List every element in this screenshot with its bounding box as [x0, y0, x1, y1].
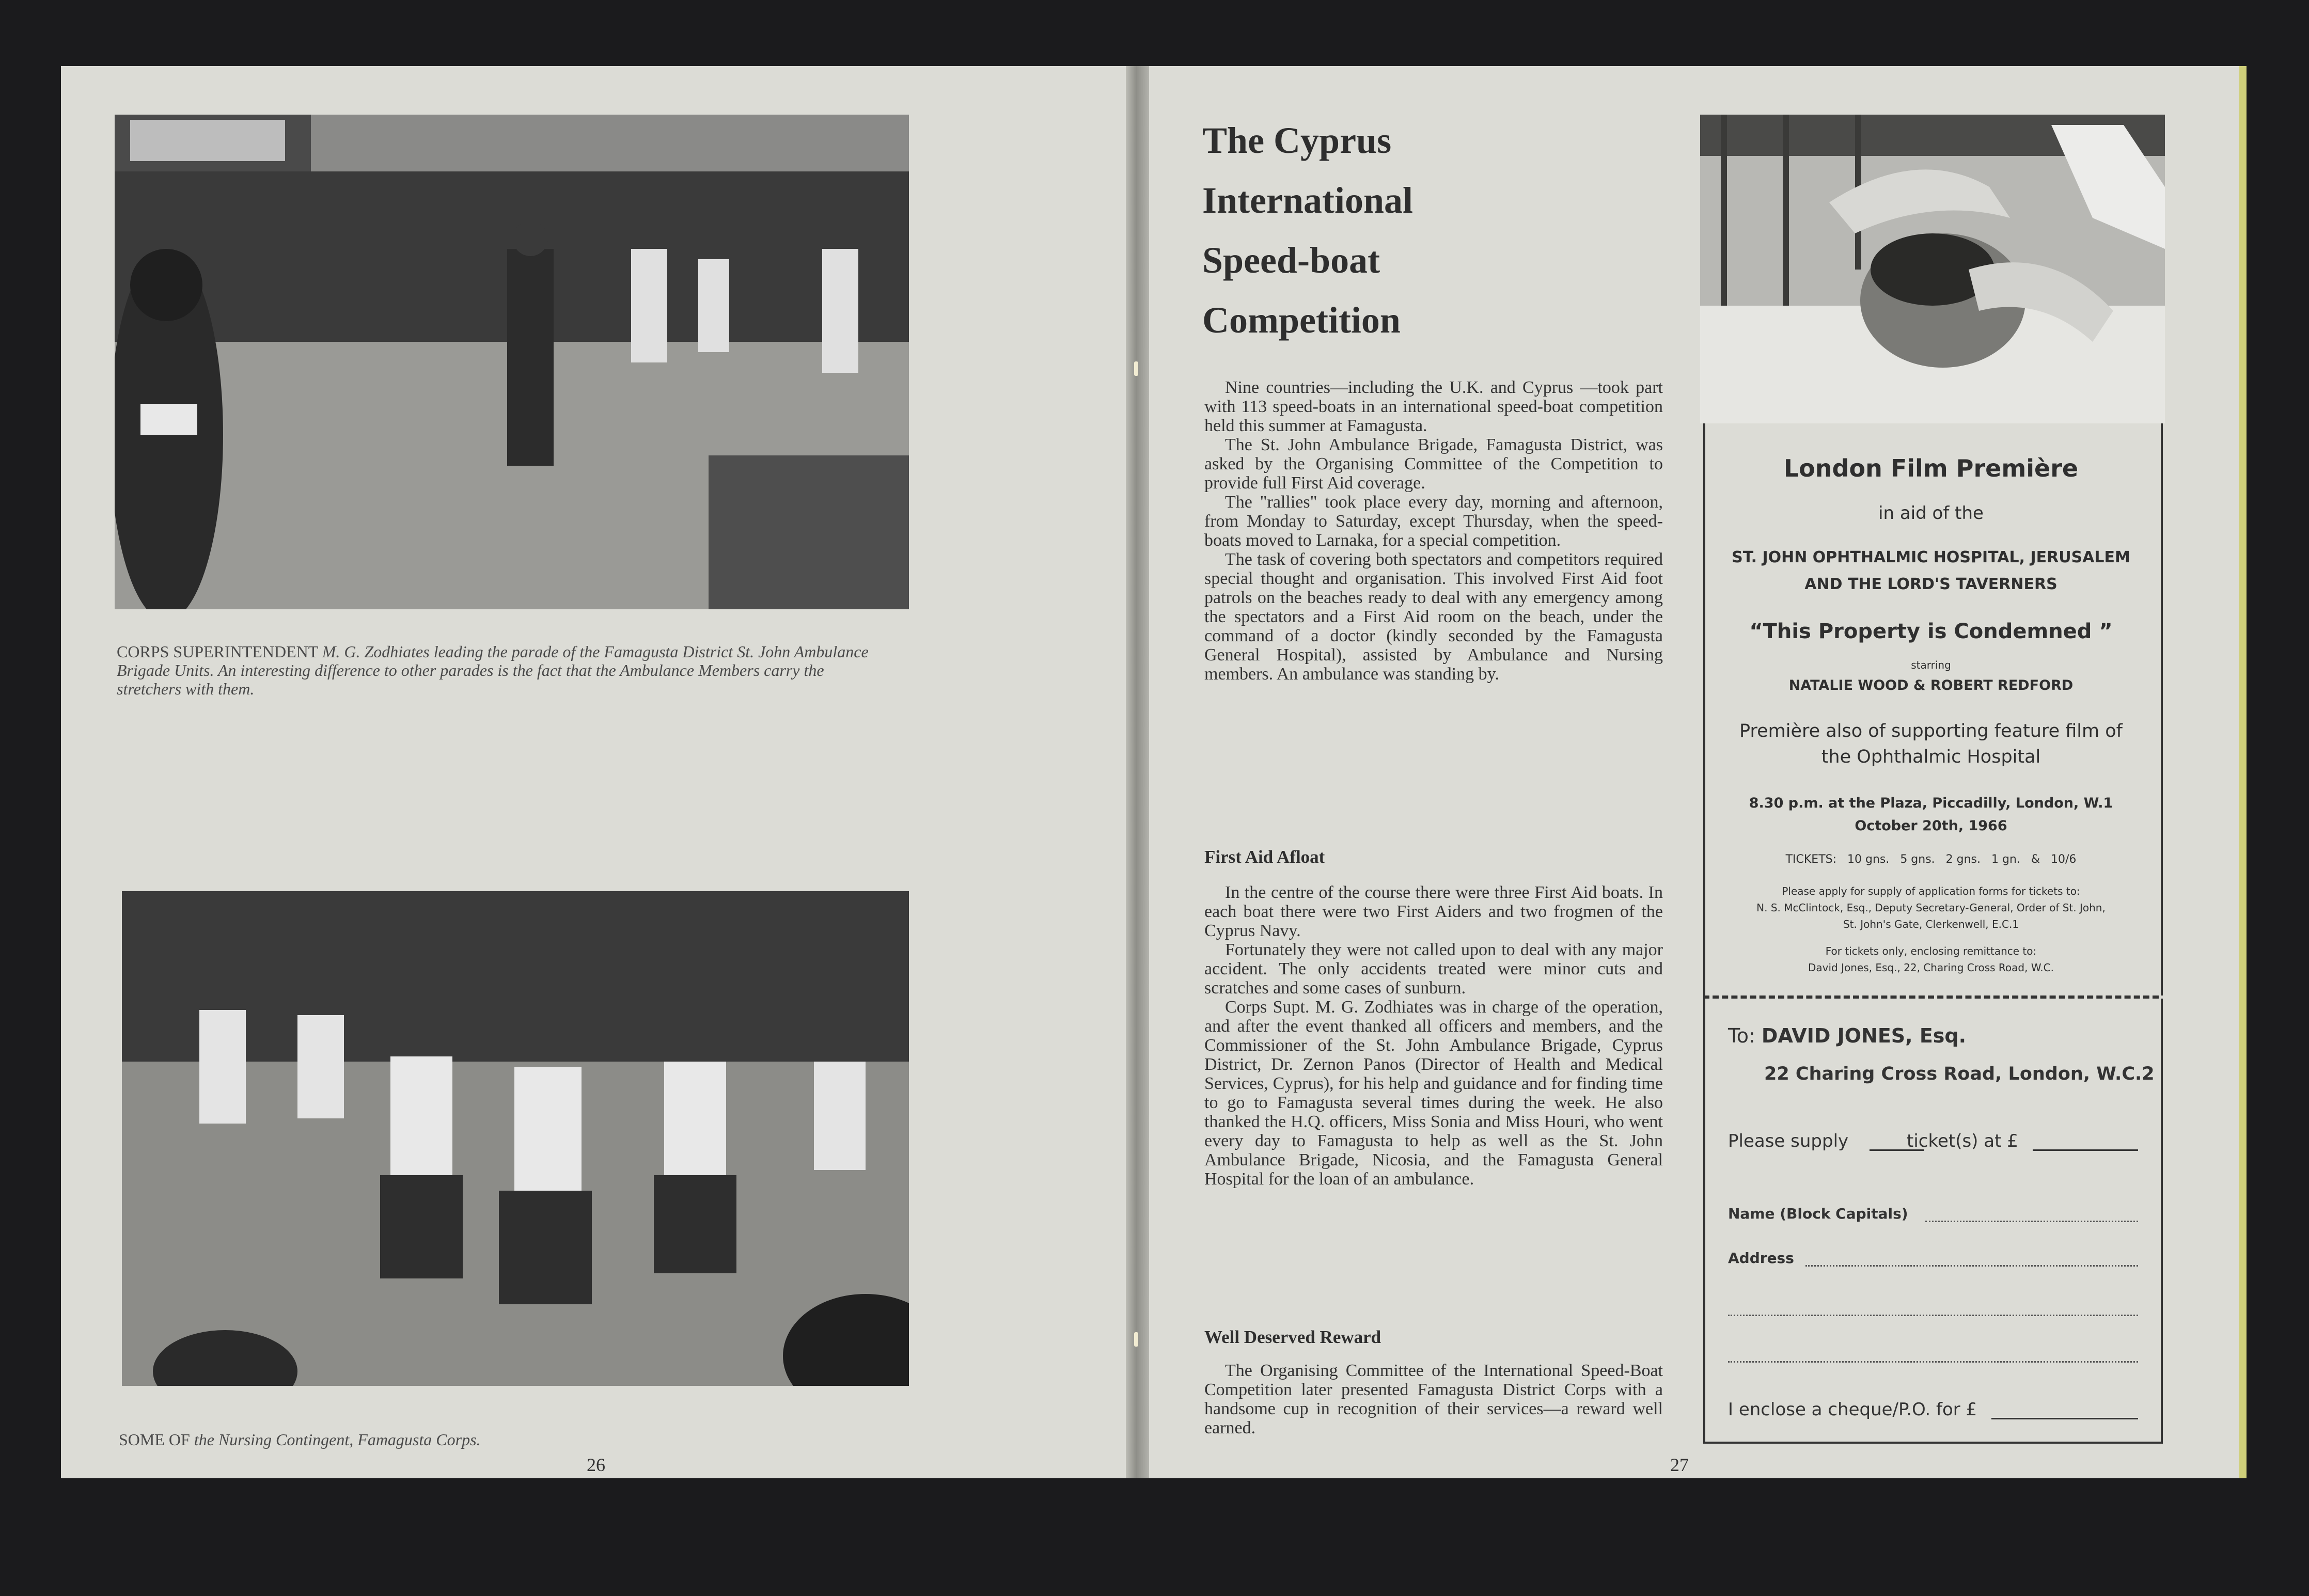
address-field-line-3[interactable]: [1728, 1361, 2138, 1363]
photo2-caption-lead: SOME OF: [119, 1430, 190, 1449]
advert-heading: London Film Première: [1783, 454, 2079, 482]
address-label: Address: [1728, 1250, 1794, 1267]
page-number-right: 27: [1670, 1455, 1689, 1475]
address-field-line-2[interactable]: [1728, 1315, 2138, 1316]
remit-line-1: For tickets only, enclosing remittance to:: [1825, 945, 2037, 957]
staple-top: [1134, 361, 1138, 376]
article-body-reward: [1204, 1361, 1663, 1437]
title-line: Competition: [1202, 299, 1401, 341]
title-line: The Cyprus: [1202, 120, 1392, 161]
article-title: [1202, 110, 1471, 350]
paragraph: Corps Supt. M. G. Zodhiates was in charge of the operation, and after the event thanked all officers and members, and the Commissioner of the St. John Ambulance Brigade, Cyprus District, Dr. Zernon Panos (Director of Health and Medical Services, Cyprus), for his help and guidance and for finding time to go to Famagusta several times during the week. He also thanked the H.Q. officers, Miss Sonia and Miss Houri, who went every day to Famagusta to help as well as the St. John Ambulance Brigade, Nicosia, and the Famagusta General Hospital for the loan of an ambulance.: [1204, 998, 1663, 1189]
subhead-well-deserved-reward: Well Deserved Reward: [1204, 1327, 1381, 1347]
starring-label: starring: [1911, 659, 1951, 671]
remit-line-2: David Jones, Esq., 22, Charing Cross Road, W.C.: [1808, 961, 2054, 974]
cheque-amount-field[interactable]: [1991, 1418, 2138, 1419]
paragraph: The "rallies" took place every day, morning and afternoon, from Monday to Saturday, except Thursday, when the speed-boats moved to Larnaka, for a special competition.: [1204, 493, 1663, 550]
paragraph: Nine countries—including the U.K. and Cyprus —took part with 113 speed-boats in an international speed-boat competition held this summer at Famagusta.: [1204, 378, 1663, 435]
name-label: Name (Block Capitals): [1728, 1205, 1908, 1222]
support-line-1: Première also of supporting feature film of: [1739, 721, 2123, 741]
supply-label: Please supply: [1728, 1131, 1849, 1151]
coupon-to-prefix: To:: [1728, 1024, 1755, 1047]
photo1-caption-lead: CORPS SUPERINTENDENT: [117, 642, 318, 661]
apply-line-2: N. S. McClintock, Esq., Deputy Secretary-General, Order of St. John,: [1756, 902, 2106, 914]
venue: 8.30 p.m. at the Plaza, Piccadilly, London, W.1: [1749, 795, 2113, 811]
article-body-intro: [1204, 378, 1663, 684]
beneficiary-line-1: ST. JOHN OPHTHALMIC HOSPITAL, JERUSALEM: [1732, 548, 2130, 566]
event-date: October 20th, 1966: [1855, 818, 2007, 834]
book-gutter: [1126, 66, 1149, 1478]
nursing-contingent-photo: [122, 891, 909, 1386]
photo1-caption: [117, 642, 876, 698]
enclose-label: I enclose a cheque/P.O. for £: [1728, 1399, 1977, 1420]
address-field-line-1[interactable]: [1805, 1265, 2138, 1267]
ticket-price-label: ticket(s) at £: [1907, 1131, 2018, 1151]
photo1-caption-text: M. G. Zodhiates leading the parade of the Famagusta District St. John Ambulance Brigade Units. An interesting difference to other parades is the fact that the Ambulance Members carry the stretchers with them.: [117, 642, 869, 698]
apply-line-1: Please apply for supply of application forms for tickets to:: [1782, 885, 2080, 897]
paragraph: In the centre of the course there were three First Aid boats. In each boat there were two First Aiders and two frogmen of the Cyprus Navy.: [1204, 883, 1663, 940]
paragraph: Fortunately they were not called upon to deal with any major accident. The only accidents treated were minor cuts and scratches and some cases of sunburn.: [1204, 940, 1663, 998]
photo2-caption-text: the Nursing Contingent, Famagusta Corps.: [194, 1430, 481, 1449]
coupon-recipient: DAVID JONES, Esq.: [1761, 1024, 1967, 1047]
ticket-price-field[interactable]: [2033, 1149, 2138, 1151]
eye-examination-photo: [1700, 115, 2165, 423]
paragraph: The Organising Committee of the International Speed-Boat Competition later presented Famagusta District Corps with a handsome cup in recognition of their services—a reward well earned.: [1204, 1361, 1663, 1437]
beneficiary-line-2: AND THE LORD'S TAVERNERS: [1804, 575, 2057, 593]
film-title: “This Property is Condemned ”: [1749, 620, 2113, 643]
paragraph: The St. John Ambulance Brigade, Famagusta District, was asked by the Organising Committee of the Competition to provide full First Aid coverage.: [1204, 435, 1663, 493]
subhead-first-aid-afloat: First Aid Afloat: [1204, 847, 1325, 867]
film-stars: NATALIE WOOD & ROBERT REDFORD: [1788, 677, 2074, 693]
title-line: Speed-boat: [1202, 240, 1380, 281]
support-line-2: the Ophthalmic Hospital: [1821, 747, 2041, 767]
coupon-address: 22 Charing Cross Road, London, W.C.2: [1764, 1064, 2155, 1084]
name-field[interactable]: [1925, 1221, 2138, 1222]
paragraph: The task of covering both spectators and competitors required special thought and organisation. This involved First Aid foot patrols on the beaches ready to deal with any emergency among the spectators and a First Aid room on the beach, under the command of a doctor (kindly seconded by the Famagusta General Hospital), assisted by Ambulance and Nursing members. An ambulance was standing by.: [1204, 550, 1663, 684]
title-line: International: [1202, 180, 1413, 221]
staple-bottom: [1134, 1332, 1138, 1347]
coupon-to-line: [1728, 1024, 1966, 1047]
advert-in-aid: in aid of the: [1878, 503, 1984, 524]
page-number-left: 26: [587, 1455, 605, 1475]
photo2-caption: [119, 1430, 635, 1449]
parade-photo: [115, 115, 909, 609]
article-body-afloat: [1204, 883, 1663, 1189]
apply-line-3: St. John's Gate, Clerkenwell, E.C.1: [1843, 918, 2019, 930]
ticket-prices: TICKETS: 10 gns. 5 gns. 2 gns. 1 gn. & 10/6: [1785, 853, 2077, 866]
